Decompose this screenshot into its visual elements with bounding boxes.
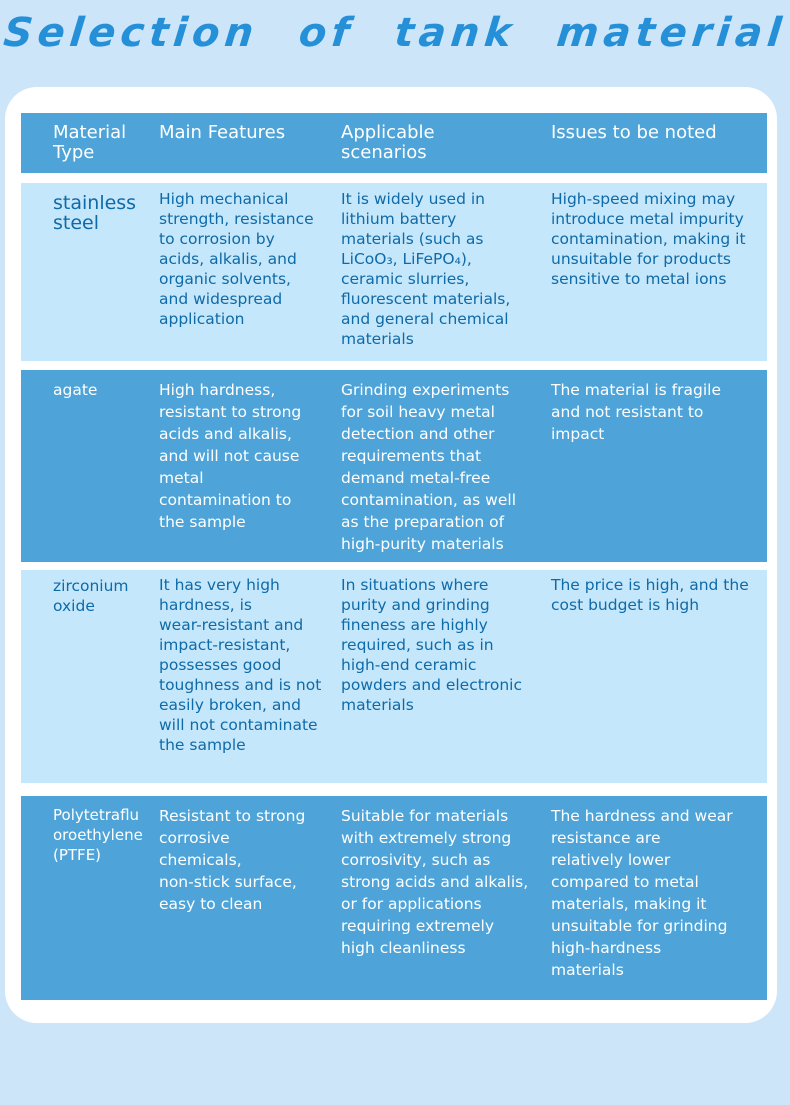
material-scenarios: In situations where purity and grinding fineness are highly required, such as in high-end ceramic powders and electronic materials <box>341 576 522 714</box>
material-features: High mechanical strength, resistance to corrosion by acids, alkalis, and organic solvents, and widespread application <box>159 190 314 328</box>
table-row-ptfe <box>21 796 767 1000</box>
table-row-agate <box>21 370 767 562</box>
material-issues: The price is high, and the cost budget is high <box>551 576 749 614</box>
material-scenarios: Suitable for materials with extremely strong corrosivity, such as strong acids and alkalis, or for applications requiring extremely high cleanliness <box>341 807 529 957</box>
material-issues: The hardness and wear resistance are relatively lower compared to metal materials, making it unsuitable for grinding high-hardness materials <box>551 807 733 979</box>
material-issues: High-speed mixing may introduce metal impurity contamination, making it unsuitable for products sensitive to metal ions <box>551 190 746 288</box>
header-applicable-scenarios: Applicable scenarios <box>341 122 435 163</box>
material-name: zirconium oxide <box>53 577 129 615</box>
material-name: stainless steel <box>53 192 137 234</box>
page-title: Selection of tank material <box>1 10 789 56</box>
table-row-stainless-steel <box>21 183 767 361</box>
material-scenarios: It is widely used in lithium battery materials (such as LiCoO₃, LiFePO₄), ceramic slurries, fluorescent materials, and general chemical materials <box>341 190 511 348</box>
material-name: Polytetraflu oroethylene (PTFE) <box>53 806 143 864</box>
material-issues: The material is fragile and not resistant to impact <box>551 381 722 443</box>
material-features: It has very high hardness, is wear-resistant and impact-resistant, possesses good toughness and is not easily broken, and will not contaminate the sample <box>159 576 322 754</box>
material-features: High hardness, resistant to strong acids and alkalis, and will not cause metal contamination to the sample <box>159 381 302 531</box>
material-scenarios: Grinding experiments for soil heavy metal detection and other requirements that demand metal-free contamination, as well as the preparation of high-purity materials <box>341 381 517 553</box>
material-features: Resistant to strong corrosive chemicals, non-stick surface, easy to clean <box>159 807 306 913</box>
header-issues: Issues to be noted <box>551 122 717 143</box>
header-material-type: Material Type <box>53 122 127 163</box>
material-name: agate <box>53 381 98 399</box>
table-row-zirconium-oxide <box>21 570 767 783</box>
header-main-features: Main Features <box>159 122 286 143</box>
table-header-row <box>21 113 767 173</box>
